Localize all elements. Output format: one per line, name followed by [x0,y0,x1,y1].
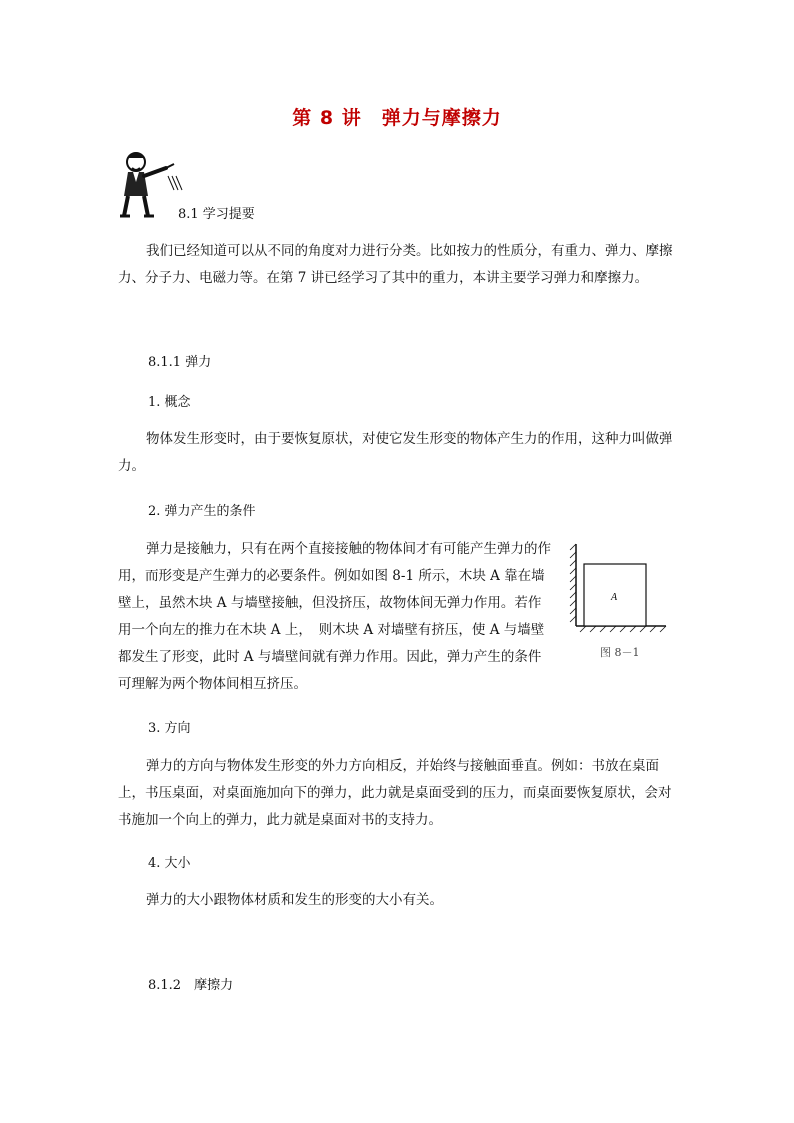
intro-paragraph: 我们已经知道可以从不同的角度对力进行分类。比如按力的性质分，有重力、弹力、摩擦力、分子力、电磁力等。在第 7 讲已经学习了其中的重力，本讲主要学习弹力和摩擦力。 [118,243,673,286]
direction-paragraph: 弹力的方向与物体发生形变的外力方向相反，并始终与接触面垂直。例如：书放在桌面上，书压桌面，对桌面施加向下的弹力，此力就是桌面受到的压力，而桌面要恢复原状，会对书施加一个向上的弹力，此力就是桌面对书的支持力。 [118,758,672,828]
subsection-heading-elastic: 8.1.1 弹力 [148,355,212,370]
subsection-heading-friction: 8.1.2 摩擦力 [148,978,234,993]
concept-paragraph: 物体发生形变时，由于要恢复原状，对使它发生形变的物体产生力的作用，这种力叫做弹力。 [118,431,673,474]
section-heading: 8.1 学习提要 [178,207,255,222]
conditions-paragraph: 弹力是接触力，只有在两个直接接触的物体间才有可能产生弹力的作用，而形变是产生弹力的必要条件。例如如图 8-1 所示，木块 A 靠在墙壁上，虽然木块 A 与墙壁接触，但没挤压，故物体间无弹力作用。若作用一个向左的推力在木块 A 上， 则木块 A 对墙壁有挤压，使 A 与墙壁都发生了形变，此时 A 与墙壁间就有弹力作用。因此，弹力产生的条件可理解为两个物体间相互挤压。 [118,541,551,692]
item-heading-direction: 3. 方向 [148,721,191,736]
block-a-label: A [610,592,618,603]
page-title: 第 8 讲 弹力与摩擦力 [292,107,502,129]
item-heading-magnitude: 4. 大小 [148,856,191,871]
item-heading-concept: 1. 概念 [148,395,191,410]
magnitude-paragraph: 弹力的大小跟物体材质和发生的形变的大小有关。 [146,892,443,908]
figure-caption: 图 8－1 [600,646,640,659]
item-heading-conditions: 2. 弹力产生的条件 [148,504,256,519]
